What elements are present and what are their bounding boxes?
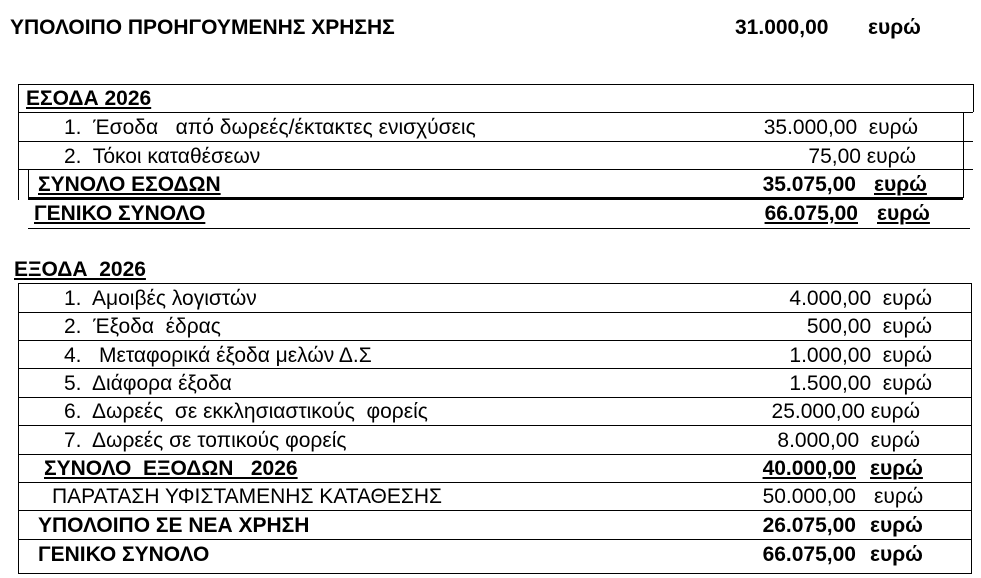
new-balance-label: ΥΠΟΛΟΙΠΟ ΣΕ ΝΕΑ ΧΡΗΣΗ (38, 514, 310, 537)
income-title: ΕΣΟΔΑ 2026 (26, 87, 152, 110)
previous-balance-amount: 31.000,00 (735, 16, 829, 39)
expenses-total-label: ΣΥΝΟΛΟ ΕΞΟΔΩΝ 2026 (44, 457, 298, 480)
income-grand-total-label: ΓΕΝΙΚΟ ΣΥΝΟΛΟ (34, 202, 206, 225)
expenses-total-amount: 40.000,00 (762, 457, 856, 480)
expense-item-amount: 8.000,00 ευρώ (777, 429, 920, 452)
income-grand-total-amount: 66.075,00 (764, 202, 858, 225)
income-total-currency: ευρώ (874, 173, 927, 196)
income-grand-total-currency: ευρώ (877, 202, 930, 225)
income-total-label: ΣΥΝΟΛΟ ΕΣΟΔΩΝ (38, 173, 221, 196)
income-item-label: 2. Τόκοι καταθέσεων (64, 145, 261, 168)
extension-currency: ευρώ (874, 485, 924, 508)
expenses-grand-total-label: ΓΕΝΙΚΟ ΣΥΝΟΛΟ (38, 543, 210, 566)
expense-item-amount: 25.000,00 ευρώ (771, 400, 920, 423)
income-item-label: 1. Έσοδα από δωρεές/έκτακτες ενισχύσεις (64, 116, 476, 139)
expense-item-label: 5. Διάφορα έξοδα (64, 372, 232, 395)
expenses-grand-total-amount: 66.075,00 (762, 543, 856, 566)
expense-item-label: 4. Μεταφορικά έξοδα μελών Δ.Σ (64, 344, 372, 367)
expense-item-amount: 4.000,00 ευρώ (789, 287, 932, 310)
expense-item-label: 2. Έξοδα έδρας (64, 315, 221, 338)
income-item-amount: 35.000,00 ευρώ (763, 116, 918, 139)
expense-item-amount: 500,00 ευρώ (806, 315, 932, 338)
new-balance-amount: 26.075,00 (762, 514, 856, 537)
expenses-total-currency: ευρώ (870, 457, 923, 480)
expenses-title: ΕΞΟΔΑ 2026 (14, 258, 146, 281)
expenses-grand-total-currency: ευρώ (870, 543, 923, 566)
extension-label: ΠΑΡΑΤΑΣΗ ΥΦΙΣΤΑΜΕΝΗΣ ΚΑΤΑΘΕΣΗΣ (52, 485, 443, 508)
previous-balance-label: ΥΠΟΛΟΙΠΟ ΠΡΟΗΓΟΥΜΕΝΗΣ ΧΡΗΣΗΣ (10, 16, 395, 39)
expense-item-amount: 1.000,00 ευρώ (789, 344, 932, 367)
extension-amount: 50.000,00 (762, 485, 856, 508)
expense-item-label: 7. Δωρεές σε τοπικούς φορείς (64, 429, 347, 452)
expense-item-amount: 1.500,00 ευρώ (789, 372, 932, 395)
income-total-amount: 35.075,00 (762, 173, 856, 196)
expense-item-label: 1. Αμοιβές λογιστών (64, 287, 257, 310)
previous-balance-currency: ευρώ (868, 16, 921, 39)
income-item-amount: 75,00 ευρώ (808, 145, 916, 168)
expense-item-label: 6. Δωρεές σε εκκλησιαστικούς φορείς (64, 400, 428, 423)
new-balance-currency: ευρώ (870, 514, 923, 537)
